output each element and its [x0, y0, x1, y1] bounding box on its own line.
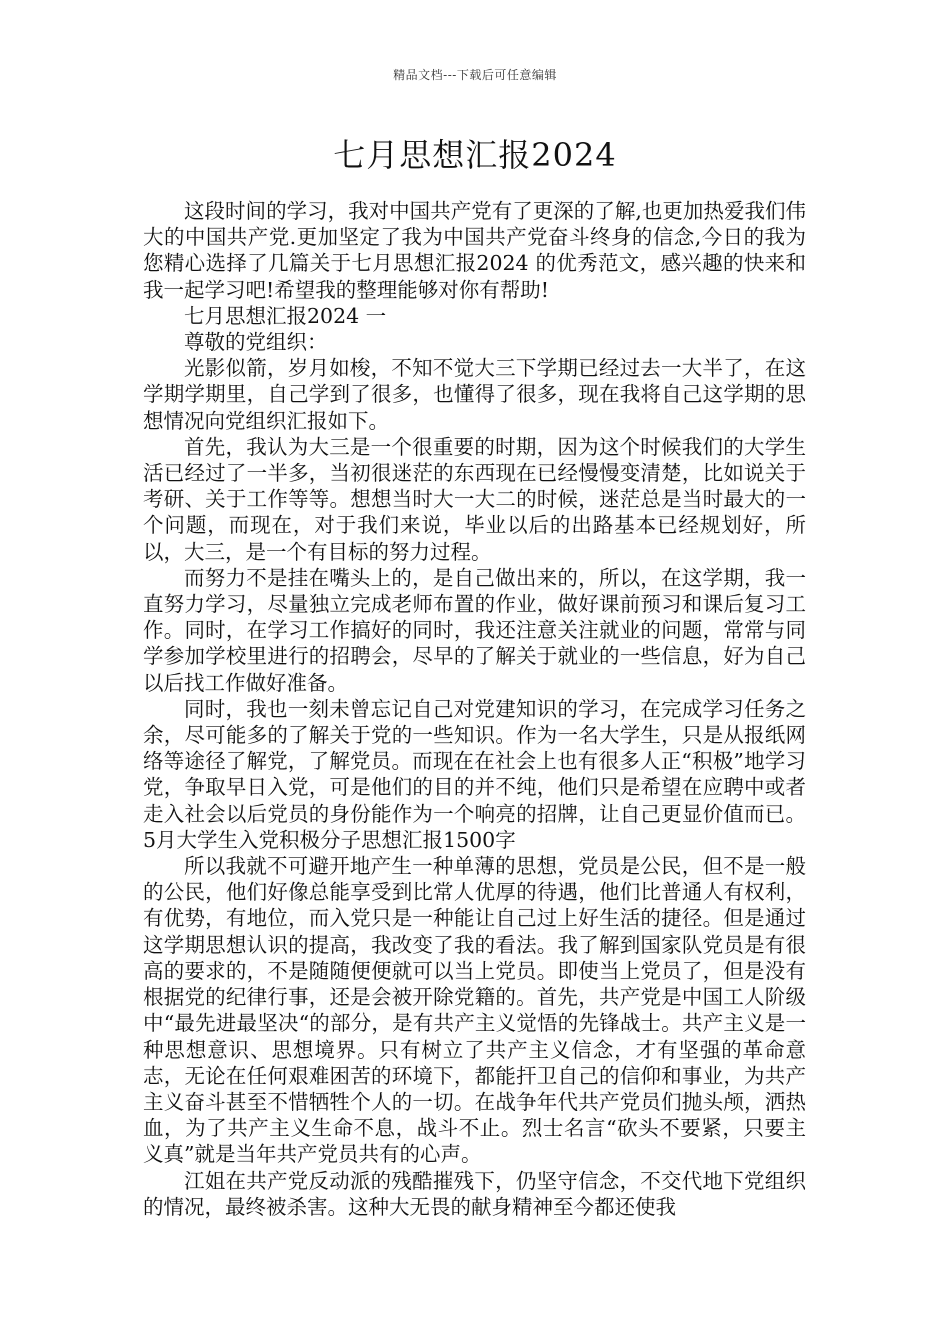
paragraph: 而努力不是挂在嘴头上的，是自己做出来的，所以，在这学期，我一直努力学习，尽量独立完成老师布置的作业，做好课前预习和课后复习工作。同时，在学习工作搞好的同时，我还注意关注就业的问题，常常与同学参加学校里进行的招聘会，尽早的了解关于就业的一些信息，好为自己以后找工作做好准备。: [143, 565, 806, 695]
document-body: [143, 198, 806, 1220]
paragraph: 江姐在共产党反动派的残酷摧残下，仍坚守信念，不交代地下党组织的情况，最终被杀害。这种大无畏的献身精神至今都还使我: [143, 1168, 806, 1219]
paragraph-section-heading: 七月思想汇报2024 一: [184, 303, 387, 328]
paragraph: 光影似箭，岁月如梭，不知不觉大三下学期已经过去一大半了，在这学期学期里，自己学到了很多，也懂得了很多，现在我将自己这学期的思想情况向党组织汇报如下。: [143, 356, 806, 433]
paragraph: 所以我就不可避开地产生一种单薄的思想，党员是公民，但不是一般的公民，他们好像总能享受到比常人优厚的待遇，他们比普通人有权利，有优势，有地位，而入党只是一种能让自己过上好生活的捷径。但是通过这学期思想认识的提高，我改变了我的看法。我了解到国家队党员是有很高的要求的，不是随随便便就可以当上党员。即使当上党员了，但是没有根据党的纪律行事，还是会被开除党籍的。首先，共产党是中国工人阶级中“最先进最坚决“的部分，是有共产主义觉悟的先锋战士。共产主义是一种思想意识、思想境界。只有树立了共产主义信念，才有坚强的革命意志，无论在任何艰难困苦的环境下，都能扞卫自己的信仰和事业，为共产主义奋斗甚至不惜牺牲个人的一切。在战争年代共产党员们抛头颅，洒热血，为了共产主义生命不息，战斗不止。烈士名言“砍头不要紧，只要主义真”就是当年共产党员共有的心声。: [143, 854, 806, 1167]
document-title: 七月思想汇报2024: [333, 136, 617, 174]
paragraph-intro: 这段时间的学习，我对中国共产党有了更深的了解,也更加热爱我们伟大的中国共产党.更加坚定了我为中国共产党奋斗终身的信念,今日的我为您精心选择了几篇关于七月思想汇报2024 的优秀范文，感兴趣的快来和我一起学习吧!希望我的整理能够对你有帮助!: [143, 199, 806, 302]
paragraph: 首先，我认为大三是一个很重要的时期，因为这个时候我们的大学生活已经过了一半多，当初很迷茫的东西现在已经慢慢变清楚，比如说关于考研、关于工作等等。想想当时大一大二的时候，迷茫总是当时最大的一个问题，而现在，对于我们来说，毕业以后的出路基本已经规划好，所以，大三，是一个有目标的努力过程。: [143, 434, 806, 564]
paragraph: 同时，我也一刻未曾忘记自己对党建知识的学习，在完成学习任务之余，尽可能多的了解关于党的一些知识。作为一名大学生，只是从报纸网络等途径了解党，了解党员。而现在在社会上也有很多人正“积极”地学习党，争取早日入党，可是他们的目的并不纯，他们只是希望在应聘中或者走入社会以后党员的身份能作为一个响亮的招牌，让自己更显价值而已。5月大学生入党积极分子思想汇报1500字: [143, 696, 806, 852]
paragraph-salutation: 尊敬的党组织：: [184, 330, 328, 355]
page-header: 精品文档---下载后可任意编辑: [393, 68, 557, 82]
